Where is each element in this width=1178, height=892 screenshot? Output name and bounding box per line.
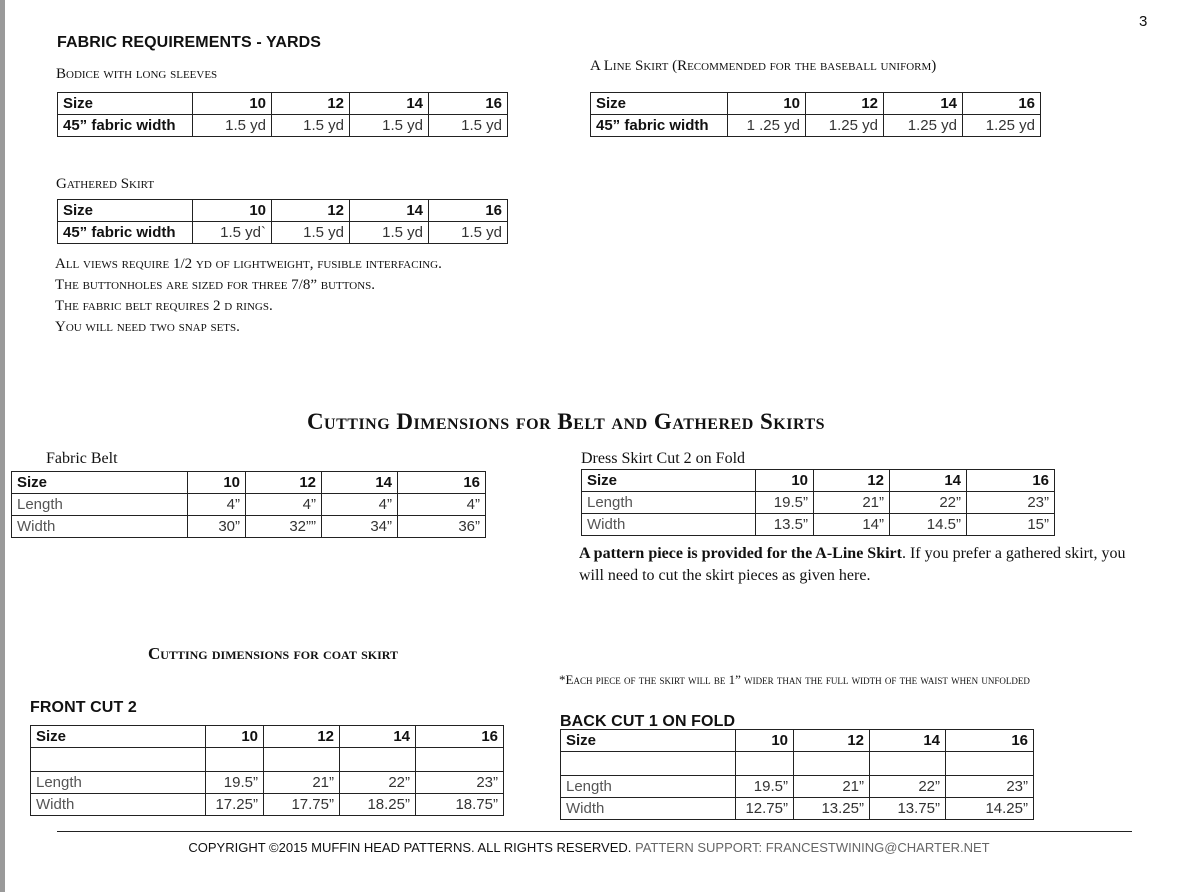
front-cut-caption: FRONT CUT 2 <box>30 699 137 716</box>
size-10-header: 10 <box>193 200 272 222</box>
table-cell: 34” <box>322 516 398 538</box>
table-cell: 23” <box>967 492 1055 514</box>
table-cell: 18.75” <box>416 794 504 816</box>
table-cell <box>946 752 1034 776</box>
size-14-header: 14 <box>890 470 967 492</box>
gathered-table <box>57 199 508 244</box>
table-cell: 1.5 yd <box>350 115 429 137</box>
row-label: Width <box>31 794 206 816</box>
size-16-header: 16 <box>416 726 504 748</box>
front-cut-table <box>30 725 504 816</box>
aline-caption: A Line Skirt (Recommended for the baseball uniform) <box>590 58 937 74</box>
table-cell: 21” <box>794 776 870 798</box>
size-10-header: 10 <box>206 726 264 748</box>
note-line: The fabric belt requires 2 d rings. <box>55 298 273 314</box>
table-header-row <box>31 726 504 748</box>
size-14-header: 14 <box>884 93 963 115</box>
size-16-header: 16 <box>967 470 1055 492</box>
table-cell: 22” <box>340 772 416 794</box>
size-header: Size <box>591 93 728 115</box>
table-cell: 1 .25 yd <box>728 115 806 137</box>
row-label: Width <box>12 516 188 538</box>
row-label: Width <box>561 798 736 820</box>
table-cell: 19.5” <box>756 492 814 514</box>
row-label: Width <box>582 514 756 536</box>
size-16-header: 16 <box>429 93 508 115</box>
table-cell: 32”” <box>246 516 322 538</box>
size-14-header: 14 <box>322 472 398 494</box>
table-cell <box>794 752 870 776</box>
size-12-header: 12 <box>272 200 350 222</box>
table-cell: 30” <box>188 516 246 538</box>
table-row <box>58 222 508 244</box>
row-label: Length <box>582 492 756 514</box>
table-row <box>561 776 1034 798</box>
table-row <box>591 115 1041 137</box>
size-16-header: 16 <box>946 730 1034 752</box>
size-header: Size <box>12 472 188 494</box>
table-cell: 1.5 yd <box>272 222 350 244</box>
size-10-header: 10 <box>736 730 794 752</box>
table-cell: 18.25” <box>340 794 416 816</box>
note-line: The buttonholes are sized for three 7/8” buttons. <box>55 277 376 293</box>
size-12-header: 12 <box>264 726 340 748</box>
table-cell: 19.5” <box>206 772 264 794</box>
table-header-row <box>582 470 1055 492</box>
size-header: Size <box>31 726 206 748</box>
size-14-header: 14 <box>350 93 429 115</box>
dress-skirt-caption: Dress Skirt Cut 2 on Fold <box>581 450 746 467</box>
note-line: You will need two snap sets. <box>55 319 240 335</box>
table-cell <box>561 752 736 776</box>
table-header-row <box>561 730 1034 752</box>
table-cell: 12.75” <box>736 798 794 820</box>
table-cell: 13.75” <box>870 798 946 820</box>
table-cell <box>736 752 794 776</box>
row-label: Length <box>12 494 188 516</box>
size-header: Size <box>58 93 193 115</box>
table-cell <box>416 748 504 772</box>
cutting-dimensions-title: Cutting Dimensions for Belt and Gathered Skirts <box>306 409 826 434</box>
table-row <box>31 772 504 794</box>
bodice-table <box>57 92 508 137</box>
fabric-notes <box>55 254 442 338</box>
table-cell: 13.25” <box>794 798 870 820</box>
row-label: 45” fabric width <box>58 115 193 137</box>
row-label: 45” fabric width <box>58 222 193 244</box>
table-cell: 23” <box>946 776 1034 798</box>
size-16-header: 16 <box>429 200 508 222</box>
table-cell: 1.5 yd <box>350 222 429 244</box>
fabric-belt-caption: Fabric Belt <box>46 450 118 467</box>
page-edge-bar <box>0 0 5 892</box>
table-cell: 22” <box>890 492 967 514</box>
table-cell: 21” <box>814 492 890 514</box>
table-cell: 4” <box>246 494 322 516</box>
table-row <box>58 115 508 137</box>
table-cell: 17.25” <box>206 794 264 816</box>
table-cell: 1.25 yd <box>963 115 1041 137</box>
size-10-header: 10 <box>728 93 806 115</box>
table-cell <box>340 748 416 772</box>
paragraph-bold: A pattern piece is provided for the A-Line Skirt <box>579 545 902 562</box>
page-number: 3 <box>1139 13 1148 30</box>
table-cell: 1.5 yd <box>193 115 272 137</box>
table-cell: 1.5 yd` <box>193 222 272 244</box>
table-cell: 23” <box>416 772 504 794</box>
footer-divider <box>57 831 1132 832</box>
table-header-row <box>591 93 1041 115</box>
table-cell <box>264 748 340 772</box>
size-14-header: 14 <box>870 730 946 752</box>
size-14-header: 14 <box>340 726 416 748</box>
size-header: Size <box>58 200 193 222</box>
aline-table <box>590 92 1041 137</box>
table-cell <box>31 748 206 772</box>
table-cell: 14.5” <box>890 514 967 536</box>
size-12-header: 12 <box>246 472 322 494</box>
size-12-header: 12 <box>794 730 870 752</box>
size-10-header: 10 <box>756 470 814 492</box>
back-cut-table <box>560 729 1034 820</box>
table-cell: 4” <box>398 494 486 516</box>
size-10-header: 10 <box>188 472 246 494</box>
coat-skirt-note: *Each piece of the skirt will be 1” wider than the full width of the waist when unfolded <box>559 672 1030 687</box>
table-cell: 13.5” <box>756 514 814 536</box>
size-10-header: 10 <box>193 93 272 115</box>
fabric-belt-table <box>11 471 486 538</box>
row-label: Length <box>561 776 736 798</box>
table-cell: 1.25 yd <box>806 115 884 137</box>
fabric-requirements-heading: FABRIC REQUIREMENTS - YARDS <box>57 34 322 51</box>
row-label: 45” fabric width <box>591 115 728 137</box>
size-header: Size <box>582 470 756 492</box>
footer <box>0 840 1178 855</box>
table-cell: 1.5 yd <box>272 115 350 137</box>
gathered-skirt-paragraph <box>579 543 1139 587</box>
table-cell: 1.25 yd <box>884 115 963 137</box>
table-row <box>12 516 486 538</box>
size-header: Size <box>561 730 736 752</box>
back-cut-caption: BACK CUT 1 ON FOLD <box>560 713 736 730</box>
table-cell: 15” <box>967 514 1055 536</box>
size-12-header: 12 <box>806 93 884 115</box>
size-12-header: 12 <box>272 93 350 115</box>
dress-skirt-table <box>581 469 1055 536</box>
table-cell: 36” <box>398 516 486 538</box>
row-label: Length <box>31 772 206 794</box>
table-cell <box>870 752 946 776</box>
table-header-row <box>58 93 508 115</box>
table-cell: 4” <box>322 494 398 516</box>
table-cell: 14.25” <box>946 798 1034 820</box>
table-cell: 19.5” <box>736 776 794 798</box>
table-row <box>582 492 1055 514</box>
bodice-caption: Bodice with long sleeves <box>56 66 218 82</box>
table-cell: 21” <box>264 772 340 794</box>
table-header-row <box>58 200 508 222</box>
table-cell: 1.5 yd <box>429 222 508 244</box>
table-row-empty <box>31 748 504 772</box>
table-cell: 17.75” <box>264 794 340 816</box>
table-row-empty <box>561 752 1034 776</box>
copyright-text: COPYRIGHT ©2015 MUFFIN HEAD PATTERNS. ALL RIGHTS RESERVED. <box>188 840 632 855</box>
paragraph-rest: . If you prefer a gathered skirt, you will need to cut the skirt pieces as given here. <box>579 545 1126 584</box>
pattern-support-text: PATTERN SUPPORT: FRANCESTWINING@CHARTER.NET <box>635 840 990 855</box>
table-cell: 14” <box>814 514 890 536</box>
table-row <box>31 794 504 816</box>
table-row <box>12 494 486 516</box>
table-row <box>561 798 1034 820</box>
gathered-caption: Gathered Skirt <box>56 176 155 192</box>
size-14-header: 14 <box>350 200 429 222</box>
table-cell <box>206 748 264 772</box>
table-row <box>582 514 1055 536</box>
size-16-header: 16 <box>963 93 1041 115</box>
table-cell: 22” <box>870 776 946 798</box>
table-cell: 1.5 yd <box>429 115 508 137</box>
table-cell: 4” <box>188 494 246 516</box>
table-header-row <box>12 472 486 494</box>
size-16-header: 16 <box>398 472 486 494</box>
note-line: All views require 1/2 yd of lightweight, fusible interfacing. <box>55 256 442 272</box>
size-12-header: 12 <box>814 470 890 492</box>
coat-skirt-title: Cutting dimensions for coat skirt <box>148 644 399 663</box>
